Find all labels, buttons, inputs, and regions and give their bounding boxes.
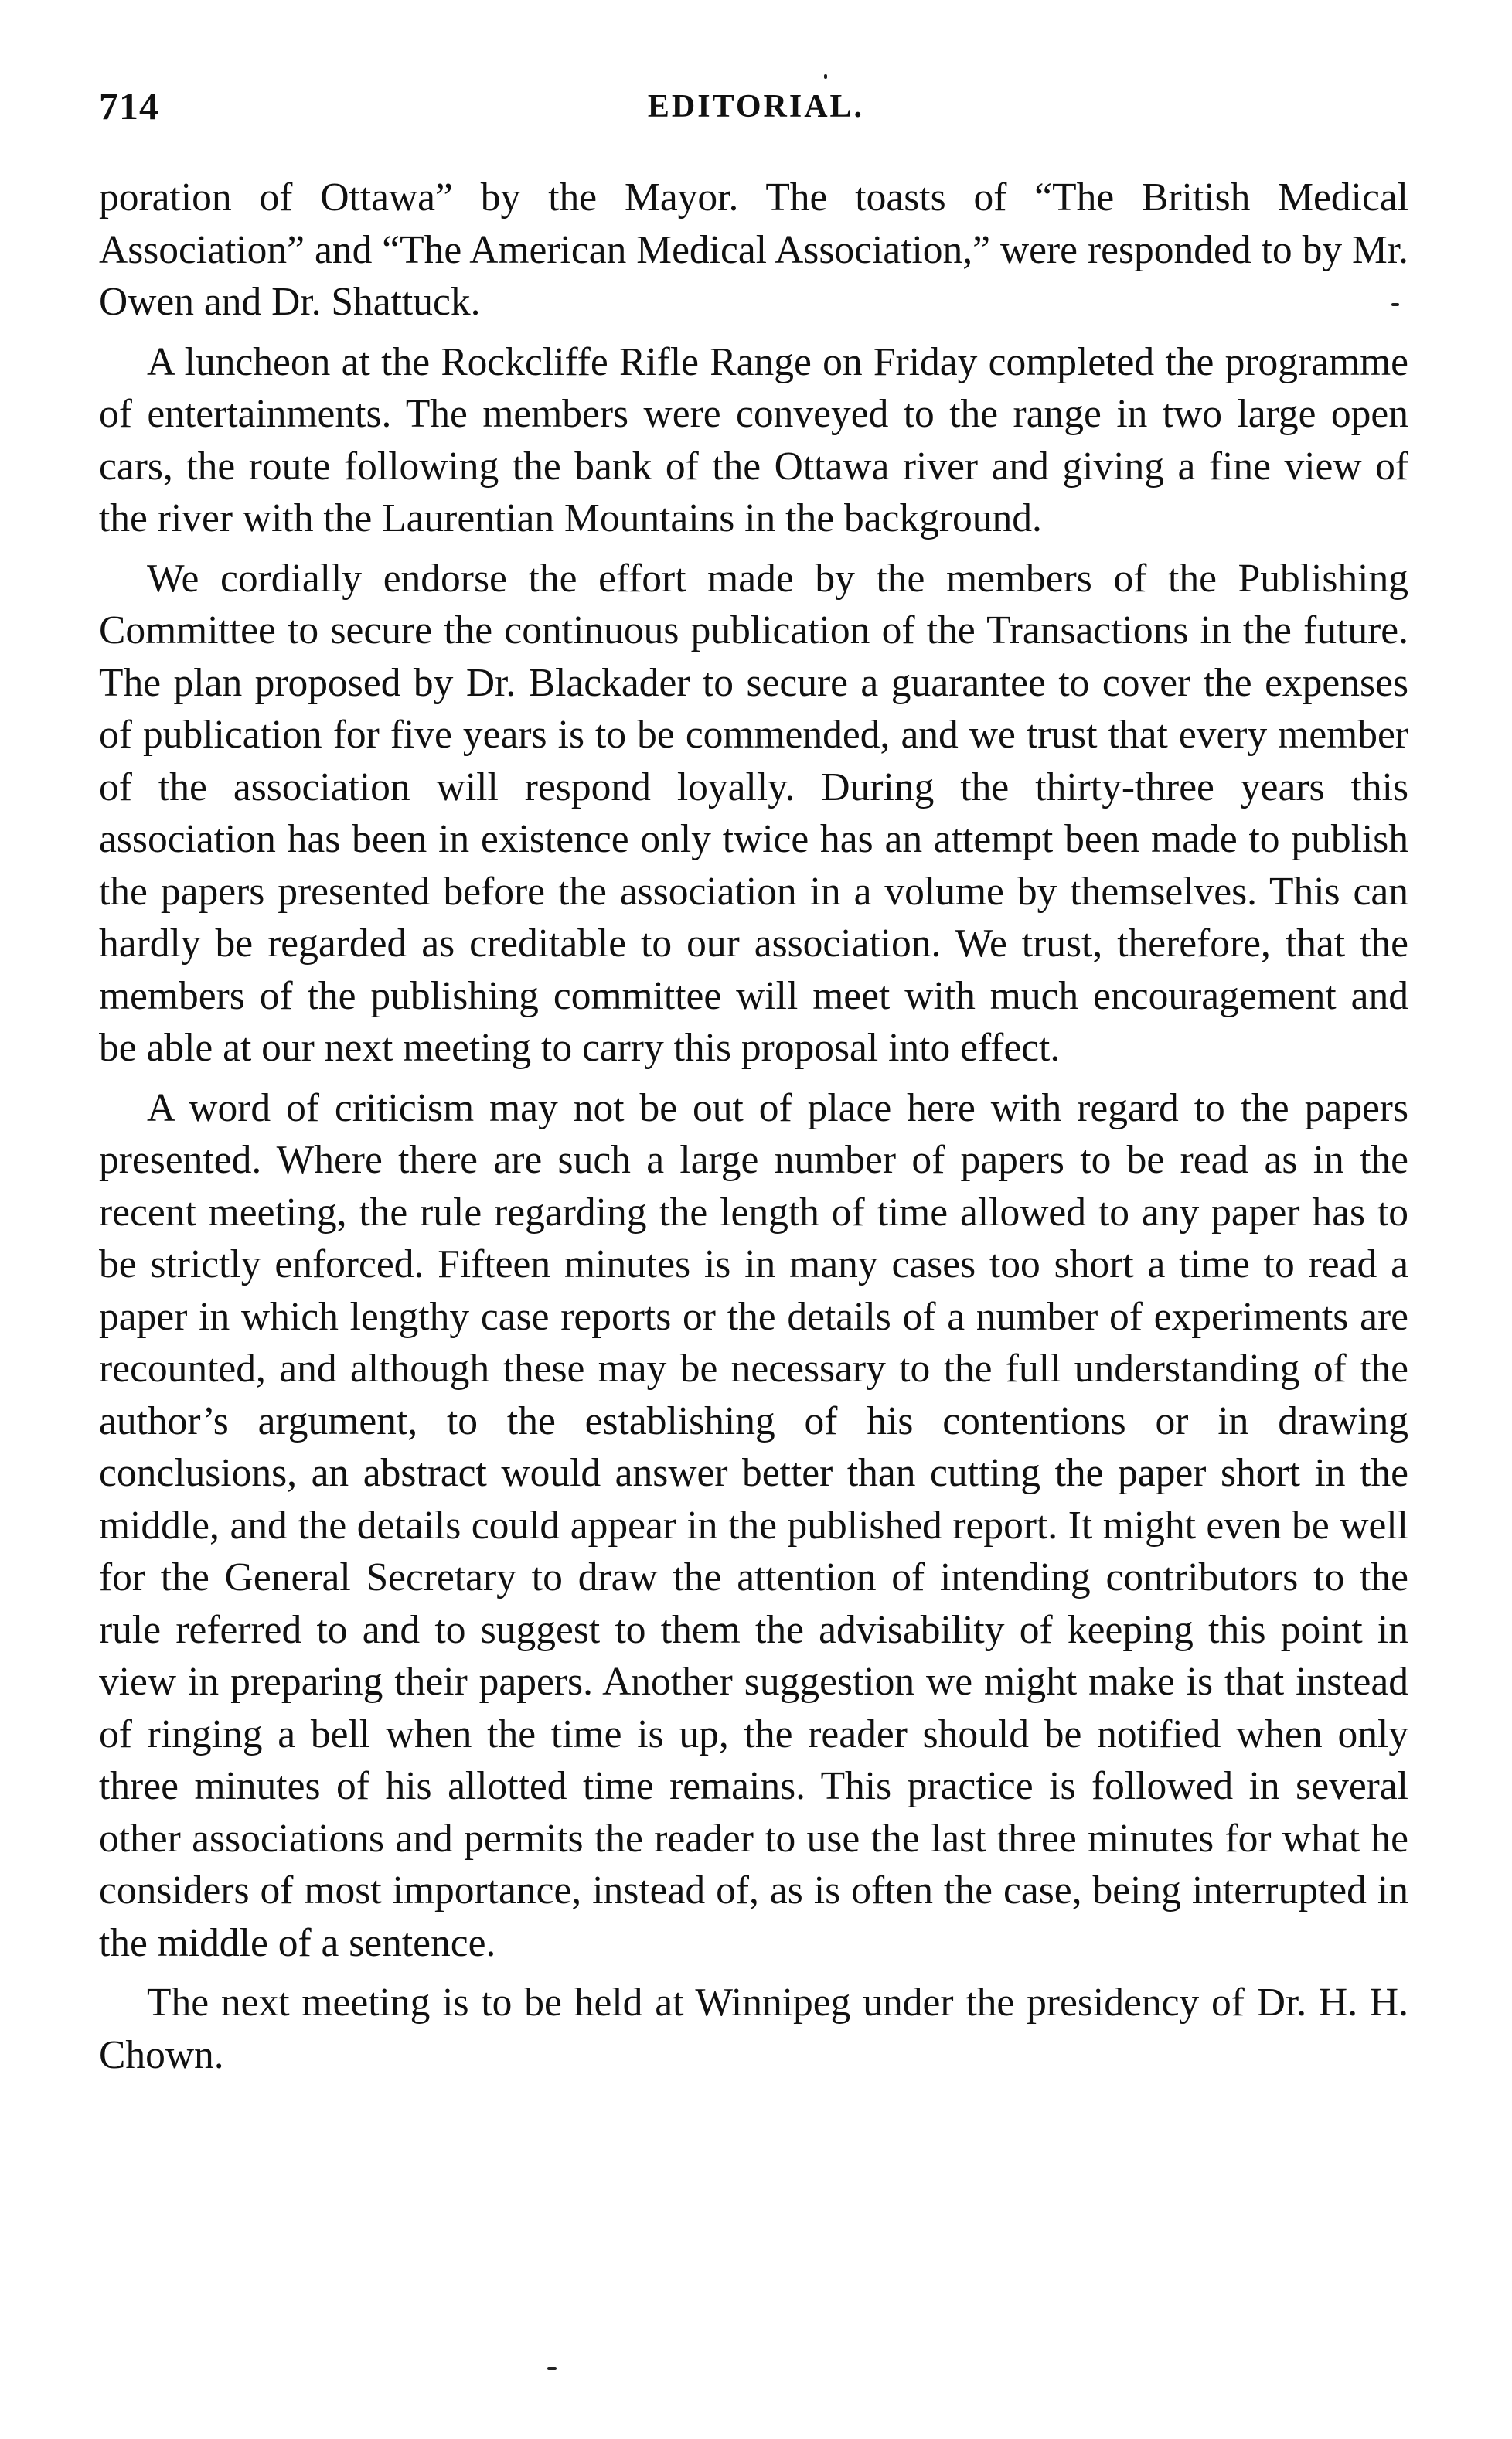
scan-speck [824,74,827,79]
paragraph-luncheon: A luncheon at the Rockcliffe Rifle Range on Friday completed the programme of entertainments. The members were conveyed to the range in two large open cars, the route following the bank of the Ottawa river and giving a fine view of the river with the Laurentian Mountains in the background. [99,339,1408,540]
article-body [99,172,1408,2089]
paragraph-next-meeting: The next meeting is to be held at Winnipeg under the presidency of Dr. H. H. Chown. [99,1981,1408,2077]
paragraph-criticism: A word of criticism may not be out of place here with regard to the papers presented. Where there are such a large number of papers to be read as in the recent meeting, the rule regarding the length of time allowed to any paper has to be strictly enforced. Fifteen minutes is in many cases too short a time to read a paper in which lengthy case reports or the details of a number of experiments are recounted, and although these may be necessary to the full understanding of the author’s argument, to the establishing of his contentions or in drawing conclusions, an abstract would answer better than cutting the paper short in the middle, and the details could appear in the published report. It might even be well for the General Secretary to draw the attention of intending contributors to the rule referred to and to suggest to them the advisability of keeping this point in view in preparing their papers. Another suggestion we might make is that instead of ringing a bell when the time is up, the reader should be notified when only three minutes of his allotted time remains. This practice is followed in several other associations and permits the reader to use the last three minutes for what he considers of most importance, instead of, as is often the case, being interrupted in the middle of a sentence. [99,1085,1408,1965]
paragraph-publishing-committee: We cordially endorse the effort made by the members of the Publishing Committee to secure the continuous publication of the Transactions in the future. The plan proposed by Dr. Blackader to secure a guarantee to cover the expenses of publication for five years is to be commended, and we trust that every member of the association will respond loyally. During the thirty-three years this association has been in existence only twice has an attempt been made to publish the papers presented before the association in a volume by themselves. This can hardly be regarded as creditable to our association. We trust, therefore, that the members of the publishing committee will meet with much encouragement and be able at our next meeting to carry this proposal into effect. [99,556,1408,1070]
running-head: EDITORIAL. [647,89,865,124]
paragraph-continuation: poration of Ottawa” by the Mayor. The toasts of “The British Medical Association” and “The American Medical Association,” were responded to by Mr. Owen and Dr. Shattuck. [99,175,1408,324]
page-number: 714 [99,84,159,128]
page-header [99,83,1413,130]
scan-speck [1391,303,1399,306]
scan-speck [547,2367,557,2370]
